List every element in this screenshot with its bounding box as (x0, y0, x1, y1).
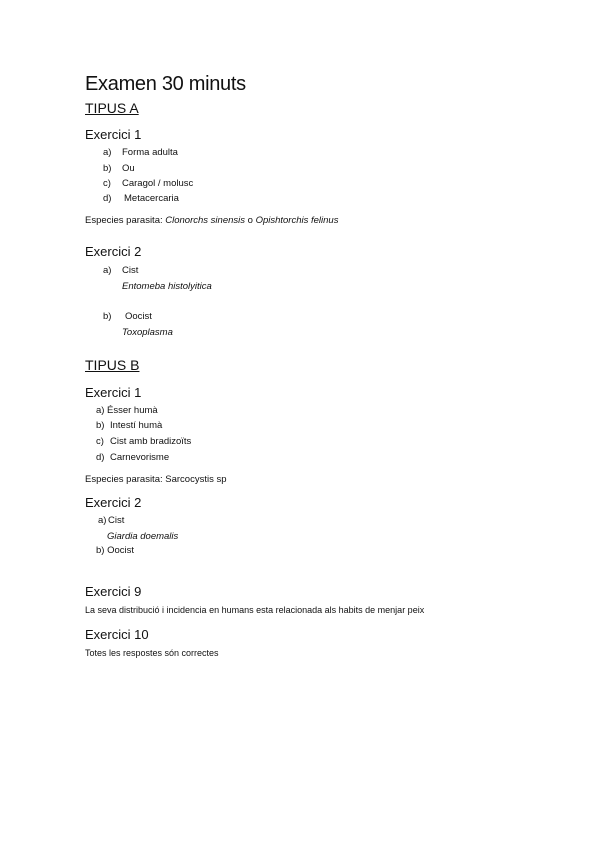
list-item-text: Metacercaria (124, 193, 179, 204)
list-item (103, 163, 135, 174)
list-item-text: Oocist (125, 311, 152, 322)
species-name: Entomeba histolyitica (122, 281, 212, 292)
list-item-letter: a) (98, 515, 107, 526)
list-item (103, 193, 179, 204)
list-item (103, 178, 193, 189)
species-or: o (245, 215, 256, 226)
exercici-9-answer: La seva distribució i incidencia en humans esta relacionada als habits de menjar peix (85, 605, 425, 615)
tipus-b-exercici-1-heading: Exercici 1 (85, 385, 142, 400)
list-item-text: Cist amb bradizoïts (110, 436, 192, 447)
list-item (96, 405, 158, 416)
list-item (103, 311, 152, 322)
page-title: Examen 30 minuts (85, 73, 246, 95)
list-item-letter: b) (96, 420, 105, 431)
species-line: Especies parasita: Sarcocystis sp (85, 474, 227, 485)
tipus-a-exercici-2-heading: Exercici 2 (85, 244, 142, 259)
species-name: Giardia doemalis (107, 531, 179, 542)
list-item: b) Oocist (96, 545, 135, 556)
list-item-letter: d) (103, 193, 112, 204)
tipus-b-heading: TIPUS B (85, 357, 140, 373)
list-item-text: Ou (122, 163, 135, 174)
list-item-text: Caragol / molusc (122, 178, 194, 189)
species-line (85, 215, 338, 226)
list-item-text: Intestí humà (110, 420, 163, 431)
list-item-letter: d) (96, 452, 105, 463)
list-item-letter: a) (103, 147, 112, 158)
list-item (98, 515, 124, 526)
exercici-10-answer: Totes les respostes són correctes (85, 648, 219, 658)
list-item-text: Forma adulta (122, 147, 178, 158)
tipus-b-exercici-2-heading: Exercici 2 (85, 495, 142, 510)
list-item-text: Cist (122, 265, 139, 276)
exercici-9-heading: Exercici 9 (85, 584, 142, 599)
species-name: Toxoplasma (122, 327, 173, 338)
list-item-text: Cist (108, 515, 125, 526)
list-item (103, 265, 138, 276)
tipus-a-heading: TIPUS A (85, 100, 139, 116)
list-item-letter: c) (96, 436, 104, 447)
species-prefix: Especies parasita: (85, 215, 166, 226)
list-item-letter: b) (103, 311, 112, 322)
exercici-10-heading: Exercici 10 (85, 627, 149, 642)
list-item-text: Ésser humà (107, 405, 158, 416)
species-name: Opishtorchis felinus (255, 215, 339, 226)
list-item (96, 436, 191, 447)
species-name: Clonorchs sinensis (165, 215, 245, 226)
tipus-a-exercici-1-heading: Exercici 1 (85, 127, 142, 142)
list-item (103, 147, 178, 158)
list-item-letter: a) (103, 265, 112, 276)
list-item-letter: b) (103, 163, 112, 174)
list-item (96, 420, 162, 431)
list-item-text: Carnevorisme (110, 452, 170, 463)
list-item-letter: c) (103, 178, 111, 189)
list-item (96, 452, 169, 463)
list-item-letter: a) (96, 405, 105, 416)
